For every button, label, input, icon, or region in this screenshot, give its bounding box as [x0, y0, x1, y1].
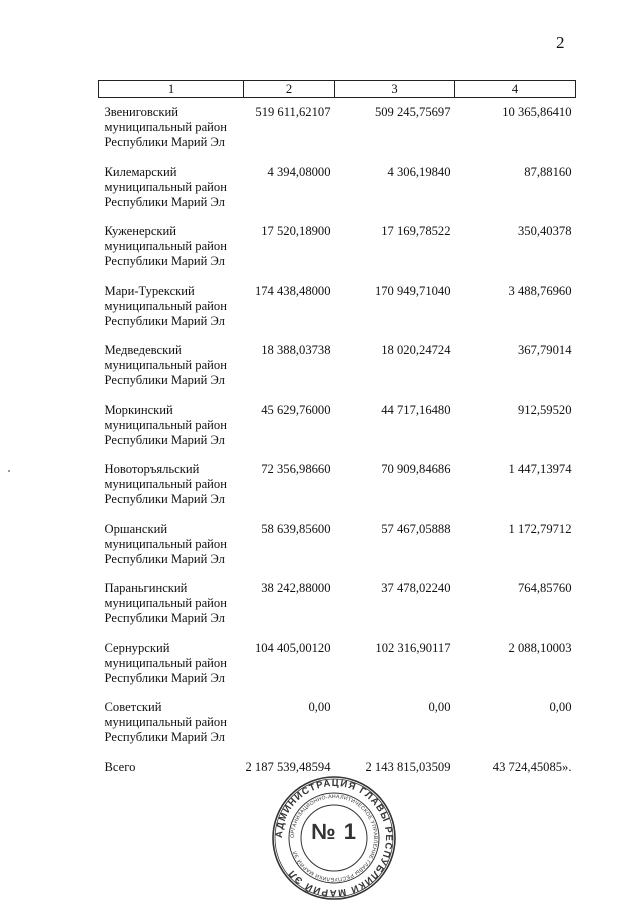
district-name-line: Оршанский [104, 521, 168, 536]
column-header-3: 3 [335, 81, 455, 98]
official-seal [271, 775, 397, 901]
cofinance-amount-cell: 350,40378 [517, 224, 572, 238]
cofinance-amount-cell: 2 088,10003 [508, 640, 572, 655]
district-name-line: Республики Марий Эл [104, 194, 225, 209]
cofinance-amount-cell: 367,79014 [517, 343, 572, 357]
district-name-line: Республики Марий Эл [104, 313, 225, 328]
district-name-cell [99, 581, 244, 641]
district-name-line: муниципальный район [104, 179, 227, 194]
district-name-cell [99, 403, 244, 463]
district-name-line: муниципальный район [104, 239, 227, 253]
total-amount-cell: 0,00 [308, 700, 331, 714]
header-row [99, 81, 576, 98]
district-name-line: Новоторъяльский [104, 462, 200, 476]
subsidy-amount-cell: 0,00 [428, 700, 451, 714]
district-name-line: Республики Марий Эл [104, 135, 225, 149]
district-name-cell [99, 641, 244, 701]
cofinance-amount-cell: 912,59520 [517, 402, 572, 417]
page-number: 2 [556, 33, 565, 52]
district-name-line: муниципальный район [104, 715, 227, 729]
subsidy-amount-cell: 57 467,05888 [381, 521, 451, 536]
cofinance-amount-cell: 1 172,79712 [508, 521, 572, 536]
district-name-cell [99, 98, 244, 165]
table-row [99, 343, 576, 403]
column-header-2: 2 [244, 81, 335, 98]
district-name-line: Республики Марий Эл [104, 551, 225, 566]
district-name-line: муниципальный район [104, 477, 227, 491]
column-header-4: 4 [455, 81, 576, 98]
subsidy-amount-cell: 2 143 815,03509 [365, 759, 451, 774]
total-amount-cell: 58 639,85600 [261, 521, 331, 536]
district-name-line: Мари-Турекский [104, 283, 195, 298]
district-name-line: муниципальный район [104, 298, 227, 313]
subsidy-amount-cell: 37 478,02240 [381, 581, 451, 595]
total-amount-cell: 104 405,00120 [254, 640, 331, 655]
district-name-cell [99, 522, 244, 582]
district-name-line: Моркинский [104, 402, 173, 417]
table-header [99, 81, 576, 98]
subsidy-amount-cell: 102 316,90117 [375, 640, 451, 655]
district-name-cell [99, 284, 244, 344]
total-amount-cell: 38 242,88000 [261, 581, 331, 595]
seal-outer-textpath: АДМИНИСТРАЦИЯ ГЛАВЫ РЕСПУБЛИКИ МАРИЙ ЭЛ [273, 777, 395, 899]
distribution-table-container [98, 80, 575, 776]
district-name-line: Республики Марий Эл [104, 730, 225, 744]
table-row [99, 641, 576, 701]
margin-speck [8, 470, 10, 472]
district-name-line: Республики Марий Эл [104, 492, 225, 506]
cofinance-amount-cell: 3 488,76960 [508, 283, 572, 298]
district-name-cell [99, 462, 244, 522]
district-name-line: Республики Марий Эл [104, 611, 225, 625]
table-row [99, 522, 576, 582]
district-name-cell [99, 224, 244, 284]
subsidy-amount-cell: 18 020,24724 [381, 343, 451, 357]
seal-number: № 1 [311, 819, 357, 844]
district-name-line: Звениговский [104, 105, 178, 119]
total-amount-cell: 72 356,98660 [261, 462, 331, 476]
district-name-line: Куженерский [104, 224, 177, 238]
district-name-line: муниципальный район [104, 417, 227, 432]
district-name-line: Республики Марий Эл [104, 432, 225, 447]
cofinance-amount-cell: 43 724,45085». [492, 759, 572, 774]
table-row [99, 98, 576, 165]
cofinance-amount-cell: 10 365,86410 [502, 105, 572, 119]
district-name-line: Параньгинский [104, 581, 188, 595]
district-name-line: Республики Марий Эл [104, 670, 225, 685]
total-row [99, 760, 576, 776]
table-body [99, 98, 576, 776]
cofinance-amount-cell: 87,88160 [524, 164, 572, 179]
district-name-line: Медведевский [104, 343, 182, 357]
seal-inner-textpath: ОРГАНИЗАЦИОННО-АНАЛИТИЧЕСКОЕ УПРАВЛЕНИЕ ГЛАВЫ РЕСПУБЛИКИ МАРИЙ ЭЛ [289, 793, 379, 883]
total-amount-cell: 17 520,18900 [261, 224, 331, 238]
cofinance-amount-cell: 0,00 [549, 700, 572, 714]
total-amount-cell: 2 187 539,48594 [245, 759, 331, 774]
district-name-line: Республики Марий Эл [104, 254, 225, 268]
subsidy-amount-cell: 70 909,84686 [381, 462, 451, 476]
subsidy-amount-cell: 170 949,71040 [374, 283, 451, 298]
total-amount-cell: 45 629,76000 [261, 402, 331, 417]
total-amount-cell: 519 611,62107 [255, 105, 331, 119]
table-row [99, 581, 576, 641]
distribution-table [98, 80, 576, 776]
district-name-cell [99, 700, 244, 760]
subsidy-amount-cell: 509 245,75697 [374, 105, 451, 119]
subsidy-amount-cell: 44 717,16480 [381, 402, 451, 417]
table-row [99, 700, 576, 760]
total-amount-cell: 18 388,03738 [261, 343, 331, 357]
district-name-line: Сернурский [104, 640, 170, 655]
table-row [99, 462, 576, 522]
total-amount-cell: 4 394,08000 [267, 164, 331, 179]
district-name-cell [99, 165, 244, 225]
column-header-1: 1 [99, 81, 244, 98]
district-name-line: муниципальный район [104, 596, 227, 610]
district-name-line: Советский [104, 700, 162, 714]
district-name-cell [99, 343, 244, 403]
table-row [99, 403, 576, 463]
table-row [99, 284, 576, 344]
district-name-line: Республики Марий Эл [104, 373, 225, 387]
district-name-line: Килемарский [104, 164, 177, 179]
district-name-line: муниципальный район [104, 655, 227, 670]
subsidy-amount-cell: 4 306,19840 [387, 164, 451, 179]
table-row [99, 224, 576, 284]
total-label: Всего [104, 759, 136, 774]
district-name-line: муниципальный район [104, 358, 227, 372]
district-name-line: муниципальный район [104, 536, 227, 551]
total-amount-cell: 174 438,48000 [254, 283, 331, 298]
district-name-line: муниципальный район [104, 120, 227, 134]
table-row [99, 165, 576, 225]
cofinance-amount-cell: 764,85760 [517, 581, 572, 595]
subsidy-amount-cell: 17 169,78522 [381, 224, 451, 238]
cofinance-amount-cell: 1 447,13974 [508, 462, 572, 476]
